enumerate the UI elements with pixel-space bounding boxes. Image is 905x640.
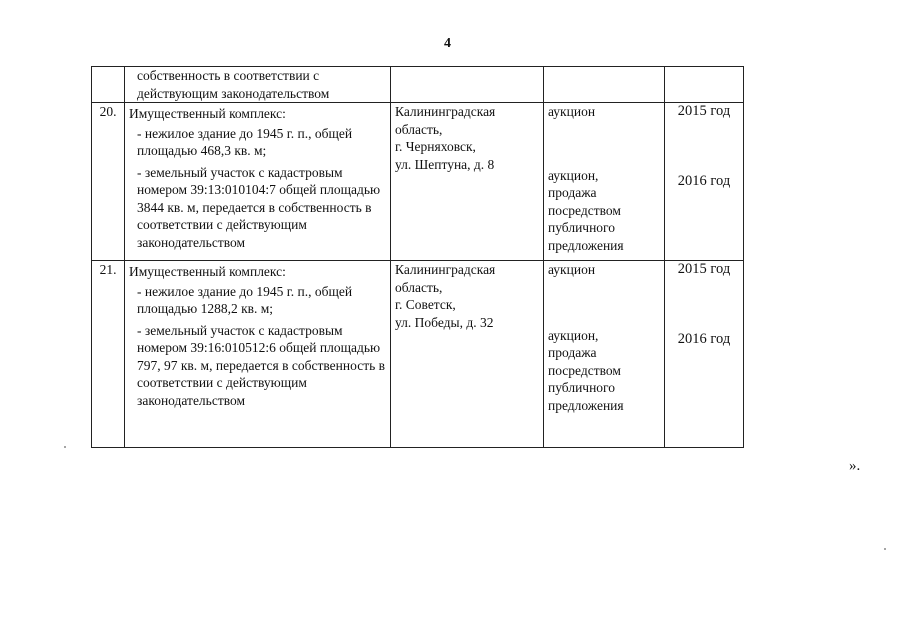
cell-method bbox=[544, 261, 665, 448]
description-line: собственность в соответствии с bbox=[137, 68, 320, 83]
address-line: ул. Шептуна, д. 8 bbox=[395, 156, 495, 172]
method-line: посредством bbox=[548, 202, 621, 218]
method-line: публичного bbox=[548, 220, 616, 235]
year-second: 2016 год bbox=[677, 330, 731, 347]
address-line: г. Советск, bbox=[395, 297, 456, 312]
property-item-building: - нежилое здание до 1945 г. п., общей площадью 1288,2 кв. м; bbox=[137, 283, 353, 316]
table-row bbox=[92, 261, 744, 448]
method-line: посредством bbox=[548, 362, 621, 378]
method-line: продажа bbox=[548, 185, 597, 200]
property-title: Имущественный комплекс: bbox=[129, 106, 286, 121]
cell-description bbox=[125, 103, 391, 261]
method-line: предложения bbox=[548, 397, 624, 413]
property-title: Имущественный комплекс: bbox=[129, 264, 286, 279]
method-line: предложения bbox=[548, 237, 624, 253]
property-item-land: - земельный участок с кадастровым номером 39:16:010512:6 общей площадью 797, 97 кв. м, передается в собственность в соответствии с действующим законодательством bbox=[137, 322, 385, 408]
method-first: аукцион bbox=[548, 104, 596, 119]
address-line: область, bbox=[395, 279, 443, 295]
cell-address bbox=[391, 103, 544, 261]
scan-artifact-dot bbox=[884, 548, 886, 550]
description-line: действующим законодательством bbox=[137, 85, 330, 101]
table-row-continuation bbox=[92, 67, 744, 103]
address-line: Калининградская bbox=[395, 104, 496, 119]
address-line: область, bbox=[395, 121, 443, 137]
method-line: публичного bbox=[548, 380, 616, 395]
address-line: ул. Победы, д. 32 bbox=[395, 314, 494, 330]
address-line: г. Черняховск, bbox=[395, 139, 476, 154]
year-first: 2015 год bbox=[677, 103, 731, 119]
year-first: 2015 год bbox=[677, 261, 731, 277]
page-number: 4 bbox=[444, 36, 451, 51]
cell-description bbox=[125, 261, 391, 448]
property-item-land: - земельный участок с кадастровым номером 39:13:010104:7 общей площадью 3844 кв. м, передается в собственность в соответствии с действующим законодательством bbox=[137, 164, 381, 250]
cell-address bbox=[391, 261, 544, 448]
table-row bbox=[92, 103, 744, 261]
row-number: 20. bbox=[92, 103, 125, 261]
method-first: аукцион bbox=[548, 262, 596, 277]
method-line: продажа bbox=[548, 345, 597, 360]
cell-method bbox=[544, 103, 665, 261]
method-second bbox=[548, 327, 660, 415]
cell-year bbox=[665, 103, 744, 261]
cell-method bbox=[544, 67, 665, 103]
cell-year bbox=[665, 261, 744, 448]
closing-quote-mark: ». bbox=[849, 458, 861, 474]
method-second bbox=[548, 167, 660, 255]
row-number: 21. bbox=[92, 261, 125, 448]
method-line: аукцион, bbox=[548, 167, 599, 183]
year-second: 2016 год bbox=[677, 172, 731, 189]
cell-year bbox=[665, 67, 744, 103]
cell-description bbox=[125, 67, 391, 103]
scan-artifact-dot bbox=[64, 446, 66, 448]
property-table bbox=[91, 66, 744, 448]
address-line: Калининградская bbox=[395, 262, 496, 277]
property-item-building: - нежилое здание до 1945 г. п., общей площадью 468,3 кв. м; bbox=[137, 125, 353, 158]
cell-address bbox=[391, 67, 544, 103]
cell-number bbox=[92, 67, 125, 103]
method-line: аукцион, bbox=[548, 327, 599, 343]
